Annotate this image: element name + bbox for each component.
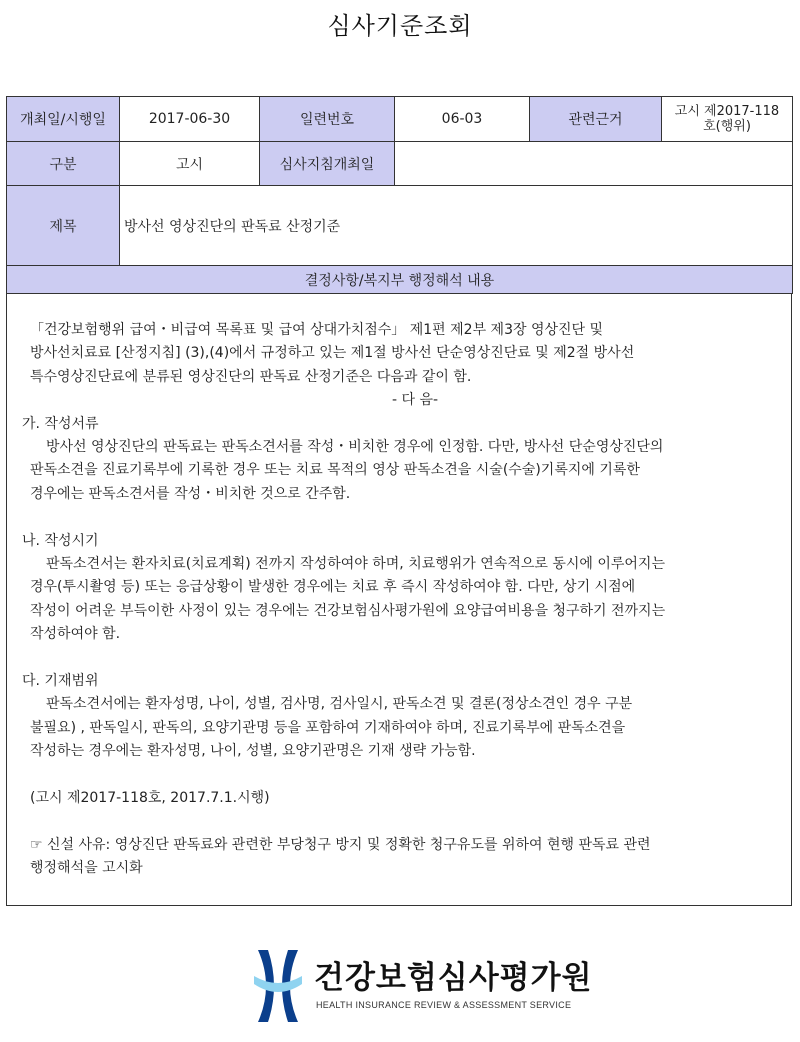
intro-line: 방사선치료료 [산정지침] (3),(4)에서 규정하고 있는 제1절 방사선 단순영상진단료 및 제2절 방사선 xyxy=(30,345,635,362)
basis-label: 관련근거 xyxy=(530,97,662,142)
serial-label: 일련번호 xyxy=(260,97,395,142)
section-b-line: 경우(투시촬영 등) 또는 응급상황이 발생한 경우에는 치료 후 즉시 작성하여야 함. 다만, 상기 시점에 xyxy=(30,579,636,596)
section-a-line: 방사선 영상진단의 판독료는 판독소견서를 작성・비치한 경우에 인정함. 다만, 방사선 단순영상진단의 xyxy=(46,439,664,456)
basis-value-line2: 호(행위) xyxy=(703,119,751,134)
section-c-line: 판독소견서에는 환자성명, 나이, 성별, 검사명, 검사일시, 판독소견 및 결론(정상소견인 경우 구분 xyxy=(46,696,633,713)
section-b-line: 판독소견서는 환자치료(치료계획) 전까지 작성하여야 하며, 치료행위가 연속적으로 동시에 이루어지는 xyxy=(46,556,665,573)
section-b-title: 나. 작성시기 xyxy=(22,532,99,549)
reason-line: ☞ 신설 사유: 영상진단 판독료와 관련한 부당청구 방지 및 정확한 청구유도를 위하여 현행 판독료 관련 xyxy=(30,836,651,853)
section-c-title: 다. 기재범위 xyxy=(22,673,99,690)
page-title: 심사기준조회 xyxy=(327,12,473,40)
hira-logo-name: 건강보험심사평가원 xyxy=(314,960,593,996)
content-body xyxy=(22,319,770,881)
hira-logo-mark-icon xyxy=(250,946,306,1026)
reason-line: 행정해석을 고시화 xyxy=(30,860,143,877)
notice-line: (고시 제2017-118호, 2017.7.1.시행) xyxy=(30,790,270,807)
decision-header: 결정사항/복지부 행정해석 내용 xyxy=(7,266,793,294)
date-value: 2017-06-30 xyxy=(120,97,260,142)
subject-label: 제목 xyxy=(7,186,120,266)
basis-value xyxy=(662,97,793,142)
meta-row-4 xyxy=(7,266,793,294)
section-c-line: 작성하는 경우에는 환자성명, 나이, 성별, 요양기관명은 기재 생략 가능함. xyxy=(30,743,476,760)
center-note: - 다 음- xyxy=(391,392,439,409)
section-c-line: 불필요) , 판독일시, 판독의, 요양기관명 등을 포함하여 기재하여야 하며, 진료기록부에 판독소견을 xyxy=(30,719,626,736)
meta-row-1 xyxy=(7,97,793,142)
subject-value: 방사선 영상진단의 판독료 산정기준 xyxy=(120,186,793,266)
hira-logo-subtitle: HEALTH INSURANCE REVIEW & ASSESSMENT SERVICE xyxy=(316,1000,572,1010)
guideline-label: 심사지침개최일 xyxy=(260,142,395,186)
date-label: 개최일/시행일 xyxy=(7,97,120,142)
basis-value-line1: 고시 제2017-118 xyxy=(674,104,780,119)
intro-line: 특수영상진단료에 분류된 영상진단의 판독료 산정기준은 다음과 같이 함. xyxy=(30,368,472,385)
meta-row-2 xyxy=(7,142,793,186)
serial-value: 06-03 xyxy=(395,97,530,142)
category-value: 고시 xyxy=(120,142,260,186)
metadata-table xyxy=(6,96,793,294)
section-b-line: 작성이 어려운 부득이한 사정이 있는 경우에는 건강보험심사평가원에 요양급여비용을 청구하기 전까지는 xyxy=(30,602,666,619)
section-a-title: 가. 작성서류 xyxy=(22,415,99,432)
category-label: 구분 xyxy=(7,142,120,186)
section-b-line: 작성하여야 함. xyxy=(30,626,121,643)
hira-logo xyxy=(250,946,593,1026)
intro-line: 「건강보험행위 급여・비급여 목록표 및 급여 상대가치점수」 제1편 제2부 제3장 영상진단 및 xyxy=(30,322,604,338)
section-a-line: 경우에는 판독소견서를 작성・비치한 것으로 간주함. xyxy=(30,485,351,502)
meta-row-3 xyxy=(7,186,793,266)
section-a-line: 판독소견을 진료기록부에 기록한 경우 또는 치료 목적의 영상 판독소견을 시술(수술)기록지에 기록한 xyxy=(30,462,640,479)
guideline-value xyxy=(395,142,793,186)
